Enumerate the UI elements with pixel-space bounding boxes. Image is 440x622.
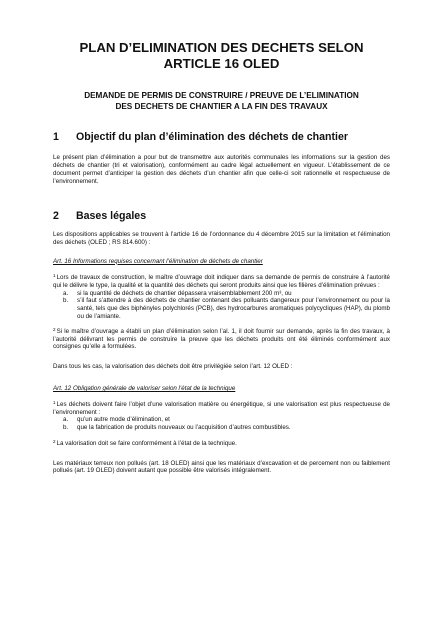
art12-al2-text: La valorisation doit se faire conformément à l’état de la technique. bbox=[56, 439, 237, 447]
closing-paragraph: Les matériaux terreux non pollués (art. 18 OLED) ainsi que les matériaux d’excavation et de percement non ou faiblement pollués (art. 19 OLED) doivent autant que possible être valorisés intégralement. bbox=[53, 459, 390, 475]
art16-al1-number: 1 bbox=[53, 272, 56, 278]
art16-al2-text: Si le maître d’ouvrage a établi un plan d’élimination selon l’al. 1, il doit fournir sur demande, après la fin des travaux, à l’autorité délivrant les permis de construire la preuve que les déchets produits ont été éliminés conformément aux consignes qu’elle a formulées. bbox=[53, 328, 390, 351]
list-item-text: qu’un autre mode d’élimination, et bbox=[77, 416, 170, 424]
legal-intro: Les dispositions applicables se trouvent à l’article 16 de l’ordonnance du 4 décembre 2015 sur la limitation et l’élimination des déchets (OLED ; RS 814.600) : bbox=[53, 231, 390, 247]
title-line-1: PLAN D’ELIMINATION DES DECHETS SELON bbox=[79, 40, 364, 55]
subtitle-line-2: DES DECHETS DE CHANTIER A LA FIN DES TRAVAUX bbox=[115, 102, 328, 111]
art16-item-a bbox=[53, 290, 390, 298]
art16-item-b bbox=[53, 297, 390, 320]
section-1-title: Objectif du plan d’élimination des déchets de chantier bbox=[76, 131, 348, 143]
valorisation-intro: Dans tous les cas, la valorisation des déchets doit être privilégiée selon l’art. 12 OLED : bbox=[53, 363, 293, 370]
subtitle-line-1: DEMANDE DE PERMIS DE CONSTRUIRE / PREUVE DE L’ELIMINATION bbox=[84, 91, 359, 100]
art16-paragraph-1 bbox=[53, 272, 390, 290]
list-item-text: que la fabrication de produits nouveaux ou l’acquisition d’autres combustibles. bbox=[77, 423, 291, 431]
section-1-number: 1 bbox=[53, 131, 59, 143]
document-title bbox=[53, 0, 390, 72]
section-2-heading bbox=[53, 210, 390, 223]
art16-al1-text: Lors de travaux de construction, le maître d’ouvrage doit indiquer dans sa demande de permis de construire à l’autorité qui le délivre le type, la qualité et la quantité des déchets qui seront produits ainsi que les filières d’élimination prévues : bbox=[53, 273, 390, 289]
art12-item-b bbox=[53, 424, 390, 432]
section-1-paragraph: Le présent plan d’élimination a pour but de transmettre aux autorités communales les informations sur la gestion des déchets de chantier (tri et valorisation), conformément au cadre légal actuellement en vigueur. L’établissement de ce document permet d’anticiper la gestion des déchets d’un chantier afin que celle-ci soit rationnelle et respectueuse de l’environnement. bbox=[53, 154, 390, 186]
list-marker: b. bbox=[63, 423, 69, 431]
art12-paragraph-1 bbox=[53, 399, 390, 416]
art12-al1-text: Les déchets doivent faire l’objet d’une valorisation matière ou énergétique, si une valorisation est plus respectueuse de l’environnement : bbox=[53, 401, 390, 416]
art12-al1-number: 1 bbox=[53, 400, 56, 406]
art16-paragraph-2 bbox=[53, 326, 390, 351]
art12-al2-number: 2 bbox=[53, 438, 56, 444]
title-line-2: ARTICLE 16 OLED bbox=[163, 56, 280, 71]
art16-heading: Art. 16 Informations requises concernant l’élimination de déchets de chantier bbox=[53, 257, 263, 265]
section-2-title: Bases légales bbox=[76, 210, 147, 223]
art12-heading: Art. 12 Obligation générale de valoriser selon l’état de la technique bbox=[53, 385, 236, 393]
document-subtitle bbox=[53, 90, 390, 112]
section-1-heading bbox=[53, 131, 390, 144]
art12-item-a bbox=[53, 416, 390, 424]
section-2-number: 2 bbox=[53, 210, 59, 223]
list-item-text: s’il faut s’attendre à des déchets de chantier contenant des polluants dangereux pour l’environnement ou pour la santé, tels que des biphényles polychlorés (PCB), des hydrocarbures aromatiques polycycliques (HAP), du plomb ou de l’amiante. bbox=[77, 297, 390, 320]
art12-paragraph-2 bbox=[53, 438, 390, 448]
art12-list bbox=[53, 416, 390, 431]
art16-al2-number: 2 bbox=[53, 327, 56, 333]
list-marker: b. bbox=[63, 297, 69, 305]
list-item-text: si la quantité de déchets de chantier dépassera vraisemblablement 200 m³, ou bbox=[77, 289, 292, 297]
list-marker: a. bbox=[63, 289, 69, 297]
art16-list bbox=[53, 290, 390, 320]
list-marker: a. bbox=[63, 416, 69, 424]
